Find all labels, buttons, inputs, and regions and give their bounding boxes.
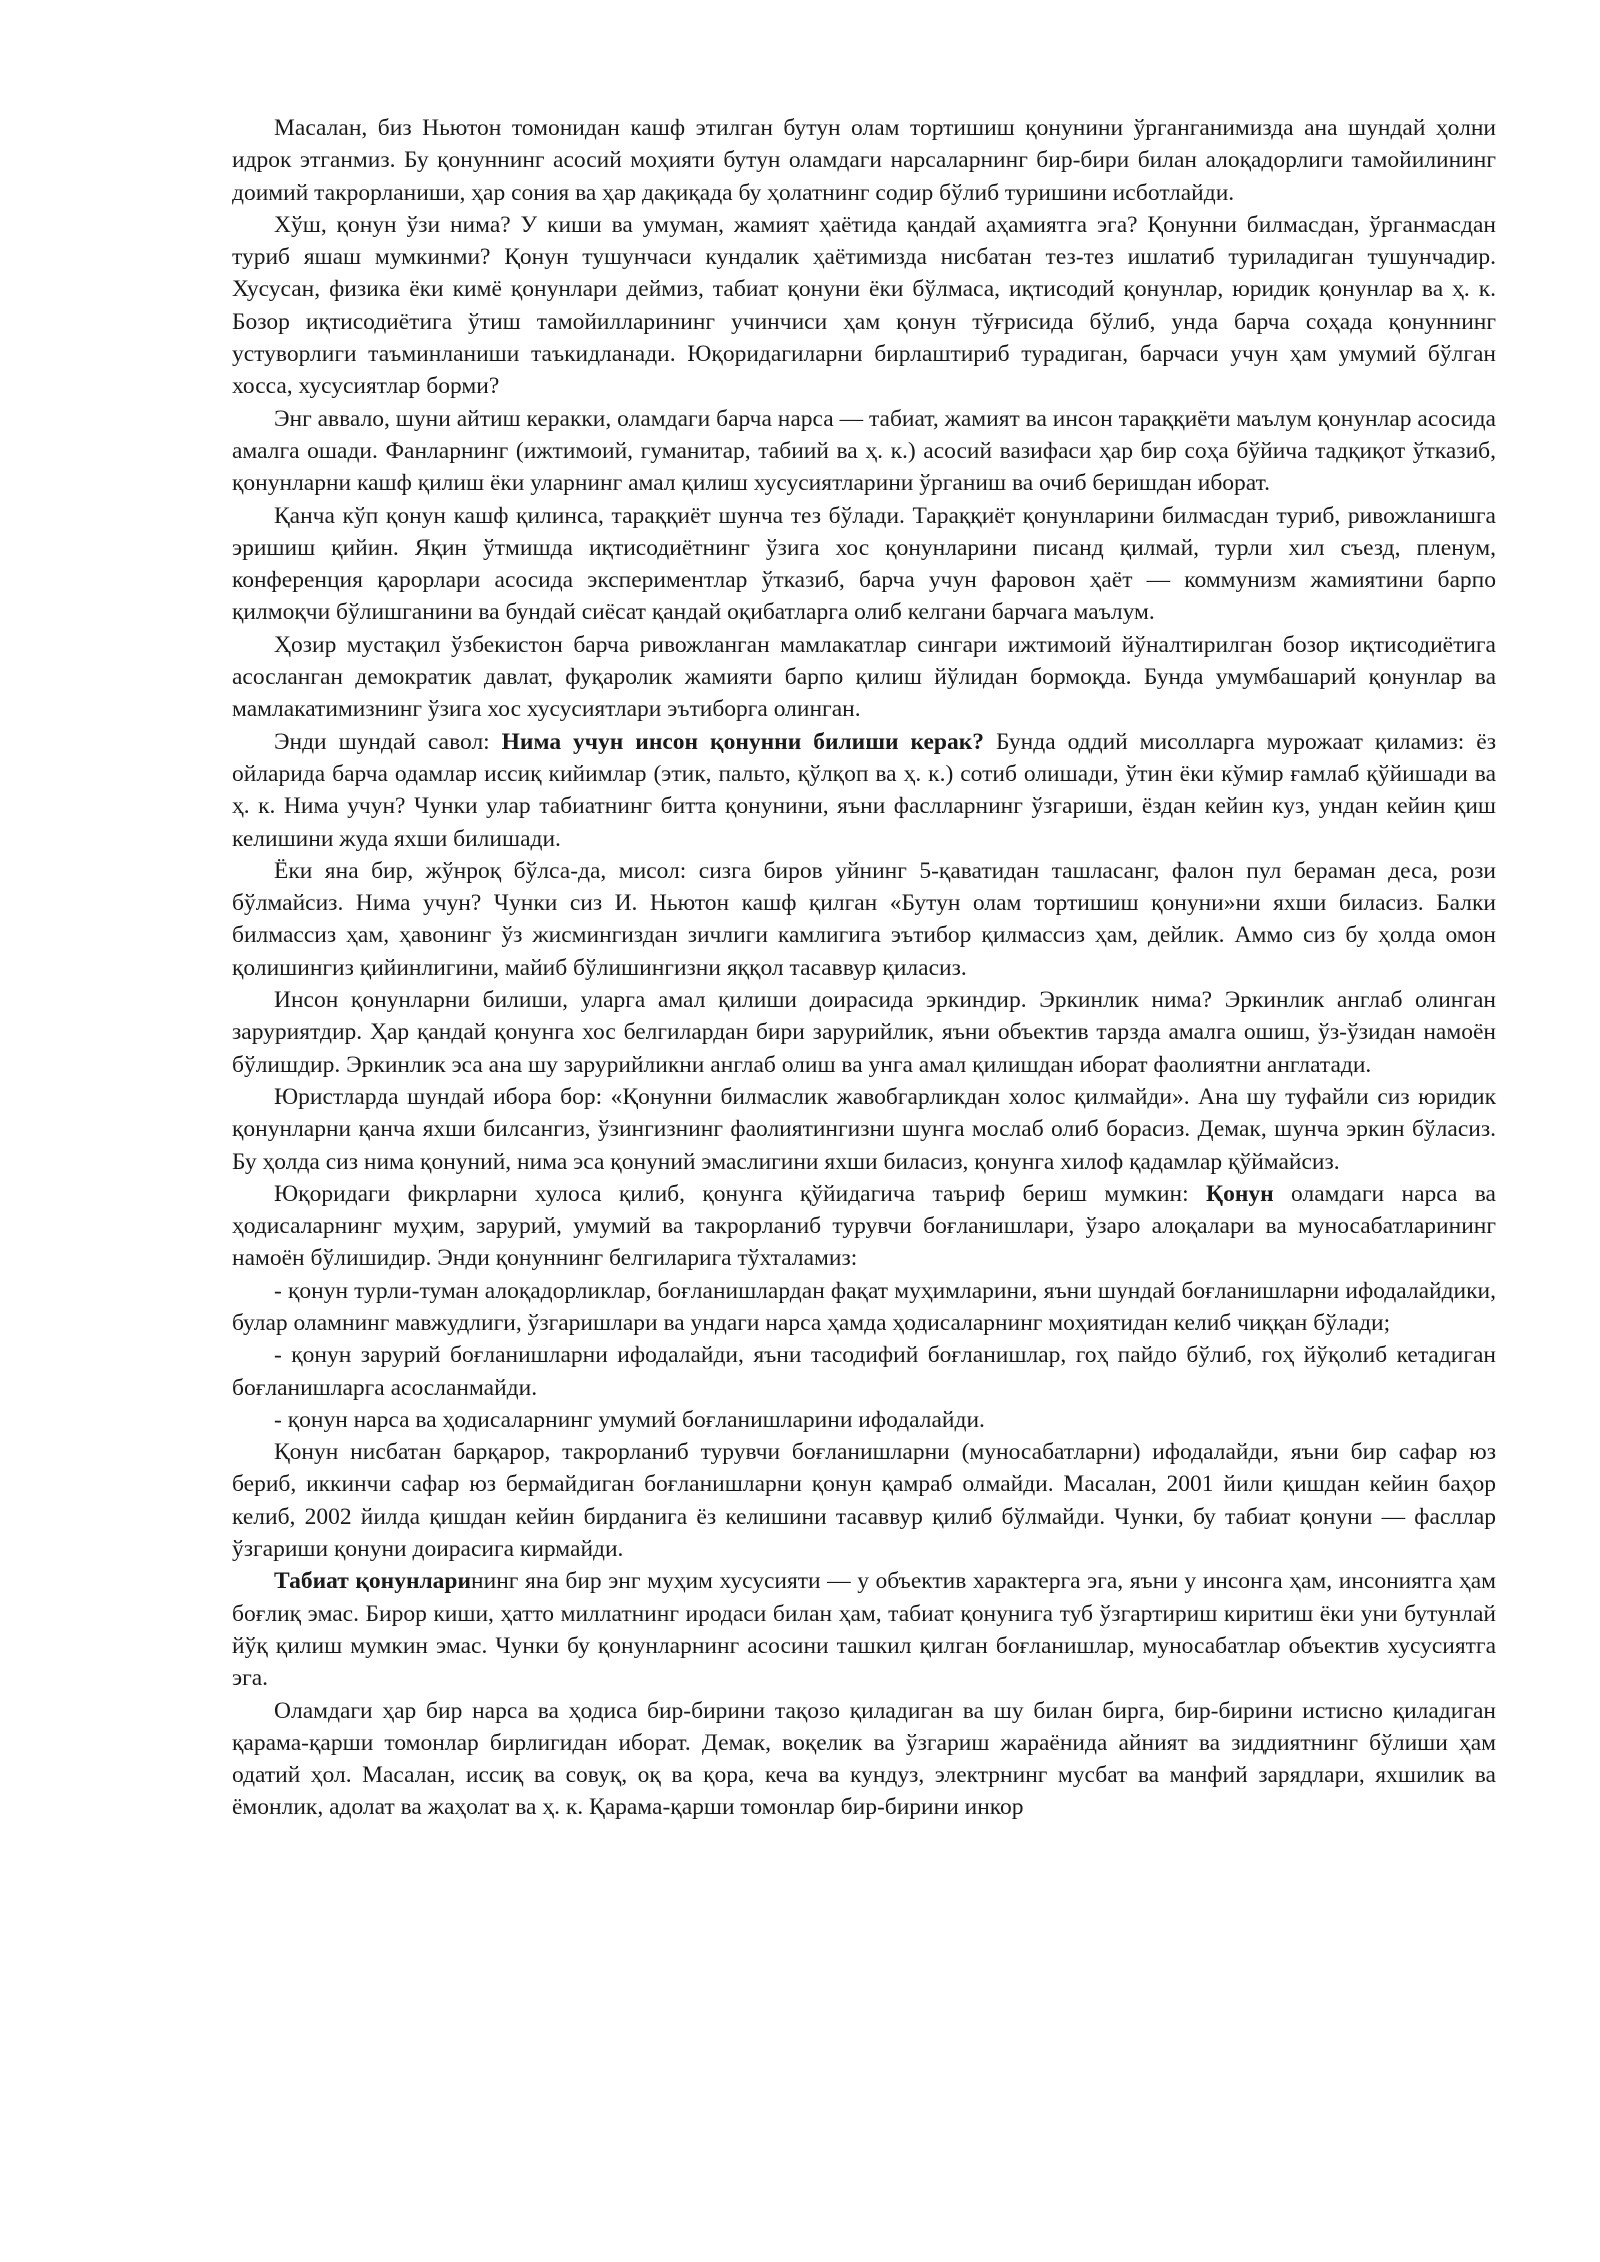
paragraph [232,1275,1496,1340]
paragraph [232,1081,1496,1178]
bold-text: Нима учун инсон қонунни билиши керак? [501,728,985,755]
paragraph [232,112,1496,209]
paragraph-text: Хўш, қонун ўзи нима? У киши ва умуман, жамият ҳаётида қандай аҳамиятга эга? Қонунни билмасдан, ўрганмасдан туриб яшаш мумкинми? Қонун тушунчаси кундалик ҳаётимизда нисбатан тез-тез ишлатиб туриладиган тушунчадир. Хусусан, физика ёки кимё қонунлари деймиз, табиат қонуни ёки бўлмаса, иқтисодий қонунлар, юридик қонунлар ва ҳ. к. Бозор иқтисодиётига ўтиш тамойилларининг учинчиси ҳам қонун тўғрисида бўлиб, унда барча соҳада қонуннинг устуворлиги таъминланиши таъкидланади. Юқоридагиларни бирлаштириб турадиган, барчаси учун ҳам умумий бўлган хосса, хусусиятлар борми? [232,211,1496,400]
paragraph [232,500,1496,629]
paragraph-text: Инсон қонунларни билиши, уларга амал қилиши доирасида эркиндир. Эркинлик нима? Эркинлик англаб олинган заруриятдир. Ҳар қандай қонунга хос белгилардан бири зарурийлик, яъни объектив тарзда амалга ошиш, ўз-ўзидан намоён бўлишдир. Эркинлик эса ана шу зарурийликни англаб олиш ва унга амал қилишдан иборат фаолиятни англатади. [232,987,1496,1078]
paragraph-text: - қонун нарса ва ҳодисаларнинг умумий боғланишларини ифодалайди. [274,1406,985,1433]
paragraph [232,1339,1496,1404]
bold-text: Қонун [1206,1180,1274,1207]
paragraph-text: Масалан, биз Ньютон томонидан кашф этилган бутун олам тортишиш қонунини ўрганганимизда ана шундай ҳолни идрок этганмиз. Бу қонуннинг асосий моҳияти бутун оламдаги нарсаларнинг бир-бири билан алоқадорлиги тамойилининг доимий такрорланиши, ҳар сония ва ҳар дақиқада бу ҳолатнинг содир бўлиб туришини исботлайди. [232,115,1496,206]
paragraph-text: Юристларда шундай ибора бор: «Қонунни билмаслик жавобгарликдан холос қилмайди». Ана шу туфайли сиз юридик қонунларни қанча яхши билсангиз, ўзингизнинг фаолиятингизни шунга мослаб олиб борасиз. Демак, шунча эркин бўласиз. Бу ҳолда сиз нима қонуний, нима эса қонуний эмаслигини яхши биласиз, қонунга хилоф қадамлар қўймайсиз. [232,1083,1496,1175]
paragraph [232,1178,1496,1275]
paragraph-text: - қонун турли-туман алоқадорликлар, боғланишлардан фақат муҳимларини, яъни шундай боғланишларни ифодалайдики, булар оламнинг мавжудлиги, ўзгаришлари ва ундаги нарса ҳамда ҳодисаларнинг моҳиятидан келиб чиққан бўлади; [232,1277,1496,1336]
paragraph [232,1404,1496,1436]
paragraph [232,984,1496,1081]
paragraph-text: Ҳозир мустақил ўзбекистон барча ривожланган мамлакатлар сингари ижтимоий йўналтирилган бозор иқтисодиётига асосланган демократик давлат, фуқаролик жамияти барпо қилиш йўлидан бормоқда. Бунда умумбашарий қонунлар ва мамлакатимизнинг ўзига хос хусусиятлари эътиборга олинган. [232,631,1496,723]
paragraph-text: Ёки яна бир, жўнроқ бўлса-да, мисол: сизга биров уйнинг 5-қаватидан ташласанг, фалон пул бераман деса, рози бўлмайсиз. Нима учун? Чунки сиз И. Ньютон кашф қилган «Бутун олам тортишиш қонуни»ни яхши биласиз. Балки билмассиз ҳам, ҳавонинг ўз жисмингиздан зичлиги камлигига эътибор қилмассиз ҳам, дейлик. Аммо сиз бу ҳолда омон қолишингиз қийинлигини, майиб бўлишингизни яққол тасаввур қиласиз. [232,857,1496,981]
paragraph-text: Бунда оддий мисолларга мурожаат қиламиз: ёз ойларида барча одамлар иссиқ кийимлар (этик, пальто, қўлқоп ва ҳ. к.) сотиб олишади, ўтин ёки кўмир ғамлаб қўйишади ва ҳ. к. Нима учун? Чунки улар табиатнинг битта қонунини, яъни фаслларнинг ўзгариши, ёздан кейин куз, ундан кейин қиш келишини жуда яхши билишади. [232,728,1496,852]
paragraph-text: Энг аввало, шуни айтиш керакки, оламдаги барча нарса — табиат, жамият ва инсон тараққиёти маълум қонунлар асосида амалга ошади. Фанларнинг (ижтимоий, гуманитар, табиий ва ҳ. к.) асосий вазифаси ҳар бир соҳа бўйича тадқиқот ўтказиб, қонунларни кашф қилиш ёки уларнинг амал қилиш хусусиятларини ўрганиш ва очиб беришдан иборат. [232,405,1496,497]
paragraph [232,1695,1496,1824]
paragraph-text: Оламдаги ҳар бир нарса ва ҳодиса бир-бирини тақозо қиладиган ва шу билан бирга, бир-бирини истисно қиладиган қарама-қарши томонлар бирлигидан иборат. Демак, воқелик ва ўзгариш жараёнида айният ва зиддиятнинг бўлиши ҳам одатий ҳол. Масалан, иссиқ ва совуқ, оқ ва қора, кеча ва кундуз, электрнинг мусбат ва манфий зарядлари, яхшилик ва ёмонлик, адолат ва жаҳолат ва ҳ. к. Қарама-қарши томонлар бир-бирини инкор [232,1697,1496,1821]
paragraph [232,403,1496,500]
paragraph [232,726,1496,855]
paragraph [232,1565,1496,1694]
paragraph-text: Қанча кўп қонун кашф қилинса, тараққиёт шунча тез бўлади. Тараққиёт қонунларини билмасдан туриб, ривожланишга эришиш қийин. Яқин ўтмишда иқтисодиётнинг ўзига хос қонунларини писанд қилмай, турли хил съезд, пленум, конференция қарорлари асосида экспериментлар ўтказиб, барча учун фаровон ҳаёт — коммунизм жамиятини барпо қилмоқчи бўлишганини ва бундай сиёсат қандай оқибатларга олиб келгани барчага маълум. [232,502,1496,626]
paragraph [232,1436,1496,1565]
paragraph [232,855,1496,984]
paragraph [232,629,1496,726]
paragraph-text: оламдаги нарса ва ҳодисаларнинг муҳим, зарурий, умумий ва такрорланиб турувчи боғланишлари, ўзаро алоқалари ва муносабатларининг намоён бўлишидир. Энди қонуннинг белгиларига тўхталамиз: [232,1180,1496,1272]
paragraph-text: Юқоридаги фикрларни хулоса қилиб, қонунга қўйидагича таъриф бериш мумкин: [274,1180,1207,1207]
paragraph [232,209,1496,403]
paragraph-text: Энди шундай савол: [274,728,502,755]
paragraph-text: - қонун зарурий боғланишларни ифодалайди, яъни тасодифий боғланишлар, гоҳ пайдо бўлиб, гоҳ йўқолиб кетадиган боғланишларга асосланмайди. [232,1342,1496,1401]
paragraph-text: Қонун нисбатан барқарор, такрорланиб турувчи боғланишларни (муносабатларни) ифодалайди, яъни бир сафар юз бериб, иккинчи сафар юз бермайдиган боғланишларни қонун қамраб олмайди. Масалан, 2001 йили қишдан кейин баҳор келиб, 2002 йилда қишдан кейин бирданига ёз келишини тасаввур қилиб бўлмайди. Чунки, бу табиат қонуни — фасллар ўзгариши қонуни доирасига кирмайди. [232,1439,1496,1563]
body-text [232,112,1496,1824]
paragraph-text: нинг яна бир энг муҳим хусусияти — у объектив характерга эга, яъни у инсонга ҳам, инсониятга ҳам боғлиқ эмас. Бирор киши, ҳатто миллатнинг иродаси билан ҳам, табиат қонунига туб ўзгартириш киритиш ёки уни бутунлай йўқ қилиш мумкин эмас. Чунки бу қонунларнинг асосини ташкил қилган боғланишлар, муносабатлар объектив хусусиятга эга. [232,1568,1496,1692]
bold-text: Табиат қонунлари [274,1568,472,1595]
